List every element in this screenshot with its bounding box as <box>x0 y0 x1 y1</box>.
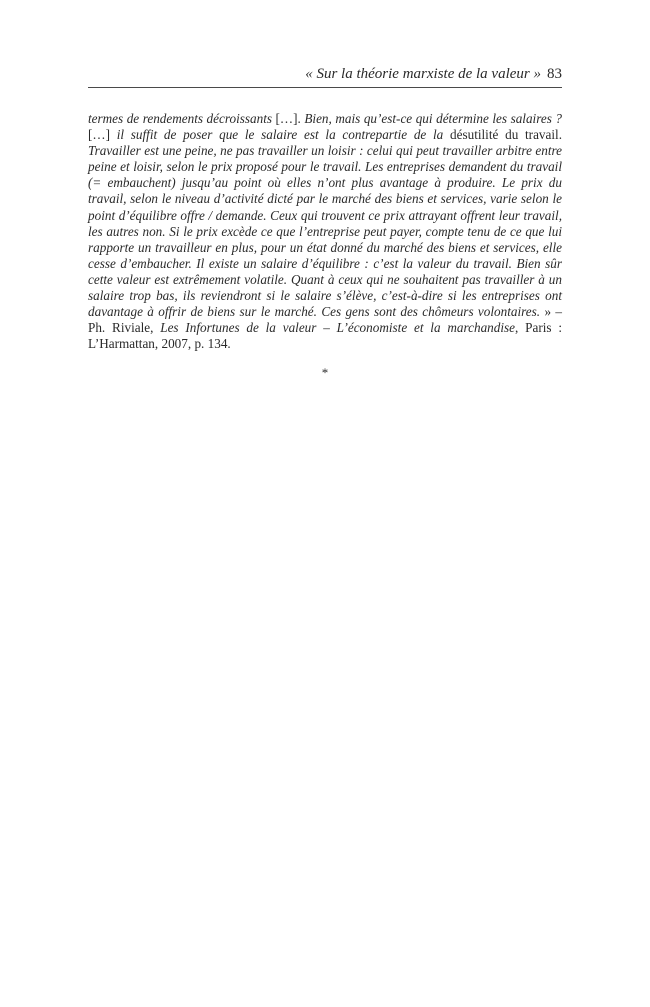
quote-segment: désutilité du travail. <box>443 127 562 143</box>
running-header <box>88 64 562 88</box>
quotation-paragraph <box>88 111 562 352</box>
quote-segment: Bien, mais qu’est-ce qui détermine les salaires ? <box>304 111 562 126</box>
quote-segment: il suffit de poser que le salaire est la contrepartie de la <box>116 127 444 143</box>
quote-segment: […]. <box>272 111 305 126</box>
quote-segment: […] <box>88 127 117 143</box>
book-page <box>88 64 562 380</box>
page-number: 83 <box>547 66 562 82</box>
citation-segment: » – Ph. Riviale, <box>88 304 563 336</box>
quote-segment: termes de rendements décroissants <box>88 111 272 126</box>
citation-book-title: Les Infortunes de la valeur – L’économiste et la marchandise <box>160 320 516 336</box>
running-title: « Sur la théorie marxiste de la valeur » <box>305 66 541 82</box>
citation-publisher: , Paris : L’Harmattan, 2007, p. 134. <box>88 320 562 352</box>
quote-segment: Travailler est une peine, ne pas travailler un loisir : celui qui peut travailler arbitre entre peine et loisir, selon le prix proposé pour le travail. Les entreprises demandent du travail (= embauchent) jusqu’au point où elles n’ont plus avantage à produire. Le prix du travail, selon le niveau d’activité dicté par le marché des biens et services, varie selon le point d’équilibre offre / demande. Ceux qui trouvent ce prix attrayant offrent leur travail, les autres non. Si le prix excède ce que l’entreprise peut payer, compte tenu de ce que lui rapporte un travailleur en plus, pour un état donné du marché des biens et services, elle cesse d’embaucher. Il existe un salaire d’équilibre : c’est la valeur du travail. Bien sûr cette valeur est extrêmement volatile. Quant à ceux qui ne souhaitent pas travailler à un salaire trop bas, ils reviendront si le salaire s’élève, c’est-à-dire si les entreprises ont davantage à offrir de biens sur le marché. Ces gens sont des chômeurs volontaires. <box>88 143 562 320</box>
section-separator: * <box>321 364 329 380</box>
